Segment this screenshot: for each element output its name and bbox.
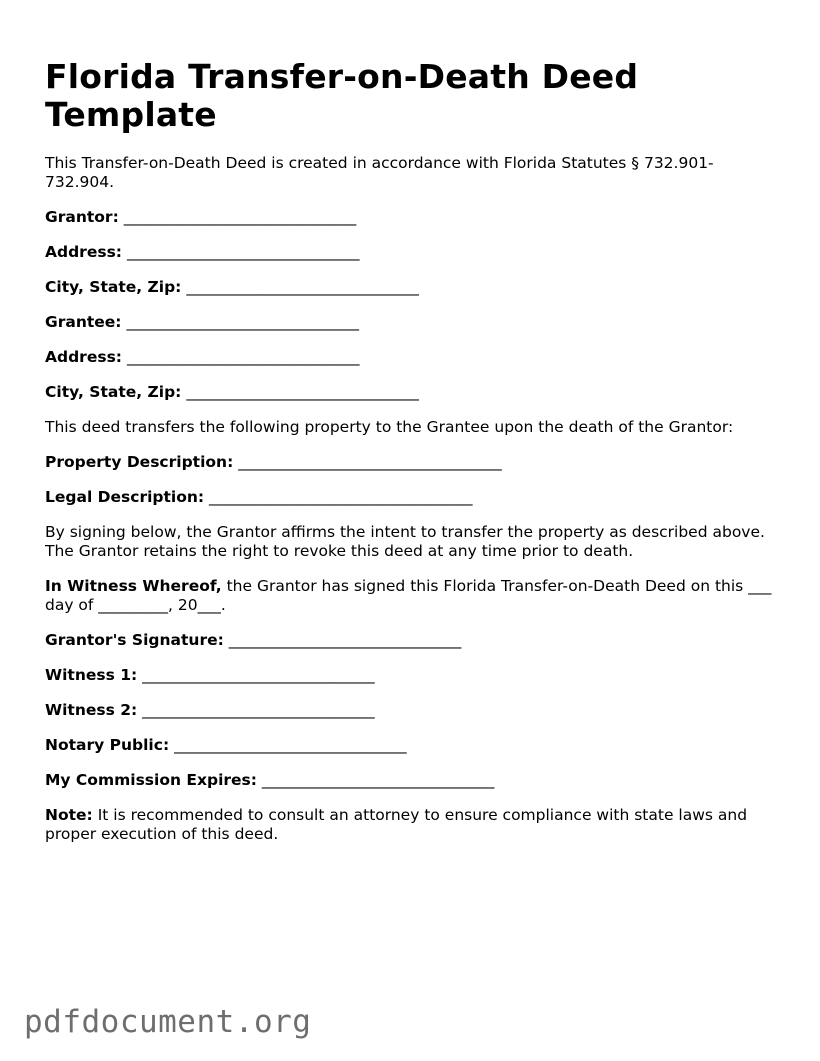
blank-line[interactable]: __________________________________ — [209, 488, 473, 506]
blank-line[interactable]: ______________________________ — [142, 666, 375, 684]
field-label: Address: — [45, 348, 122, 366]
witness-whereof-lead: In Witness Whereof, — [45, 577, 222, 595]
grantor-field — [45, 208, 780, 227]
field-label: Witness 1: — [45, 666, 138, 684]
blank-line[interactable]: ______________________________ — [186, 278, 419, 296]
blank-line[interactable]: ______________________________ — [186, 383, 419, 401]
grantor-signature-field — [45, 631, 780, 650]
witness-2-field — [45, 701, 780, 720]
field-label: Grantor's Signature: — [45, 631, 224, 649]
blank-line[interactable]: __________________________________ — [238, 453, 502, 471]
property-description-field — [45, 453, 780, 472]
grantor-section — [45, 208, 780, 297]
commission-expires-field — [45, 771, 780, 790]
blank-line[interactable]: ______________________________ — [126, 348, 360, 366]
blank-line[interactable]: ______________________________ — [142, 701, 375, 719]
document-page — [45, 58, 780, 844]
property-section — [45, 453, 780, 507]
transfer-paragraph: This deed transfers the following property to the Grantee upon the death of the Grantor: — [45, 418, 734, 436]
notary-public-field — [45, 736, 780, 755]
document-title: Florida Transfer-on-Death Deed Template — [45, 57, 639, 134]
witness-whereof-text: the Grantor has signed this Florida Transfer-on-Death Deed on this ___ day of _________, 20___. — [45, 577, 772, 614]
witness-1-field — [45, 666, 780, 685]
grantor-address-field — [45, 243, 780, 262]
grantee-field — [45, 313, 780, 332]
field-label: Grantee: — [45, 313, 122, 331]
grantor-city-state-zip-field — [45, 278, 780, 297]
note-text: It is recommended to consult an attorney to ensure compliance with state laws and proper execution of this deed. — [45, 806, 748, 843]
field-label: City, State, Zip: — [45, 278, 182, 296]
blank-line[interactable]: ______________________________ — [126, 313, 359, 331]
blank-line[interactable]: ______________________________ — [228, 631, 462, 649]
field-label: Property Description: — [45, 453, 234, 471]
signature-section — [45, 631, 780, 790]
field-label: Notary Public: — [45, 736, 170, 754]
affirmation-paragraph: By signing below, the Grantor affirms the intent to transfer the property as described above. The Grantor retains the right to revoke this deed at any time prior to death. — [45, 523, 765, 560]
blank-line[interactable]: ______________________________ — [126, 243, 360, 261]
grantee-address-field — [45, 348, 780, 367]
field-label: Legal Description: — [45, 488, 205, 506]
field-label: City, State, Zip: — [45, 383, 182, 401]
field-label: Grantor: — [45, 208, 119, 226]
blank-line[interactable]: ______________________________ — [174, 736, 407, 754]
watermark: pdfdocument.org — [24, 1004, 312, 1040]
blank-line[interactable]: ______________________________ — [261, 771, 495, 789]
blank-line[interactable]: ______________________________ — [123, 208, 357, 226]
legal-description-field — [45, 488, 780, 507]
note-lead: Note: — [45, 806, 93, 824]
grantee-section — [45, 313, 780, 402]
intro-paragraph: This Transfer-on-Death Deed is created in accordance with Florida Statutes § 732.901-732.904. — [45, 154, 714, 191]
field-label: My Commission Expires: — [45, 771, 257, 789]
grantee-city-state-zip-field — [45, 383, 780, 402]
field-label: Witness 2: — [45, 701, 138, 719]
field-label: Address: — [45, 243, 122, 261]
note-paragraph — [45, 806, 780, 844]
witness-whereof-paragraph — [45, 577, 780, 615]
